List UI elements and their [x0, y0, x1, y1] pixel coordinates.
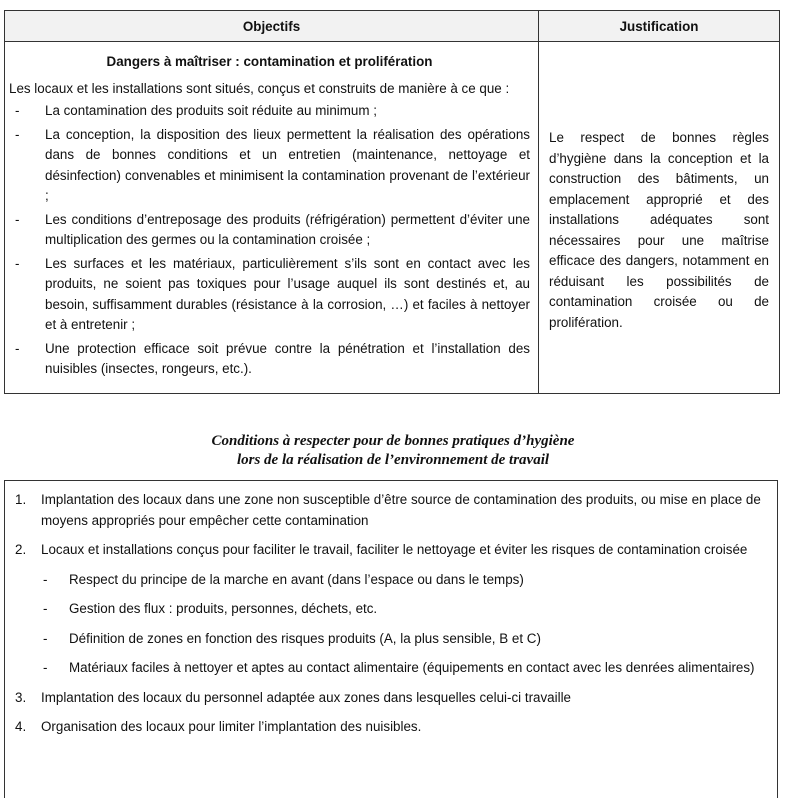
- condition-text: Locaux et installations conçus pour faciliter le travail, faciliter le nettoyage et éviter les risques de contamination croisée: [41, 542, 748, 557]
- section-title: [0, 432, 786, 470]
- sub-list-item: - Respect du principe de la marche en avant (dans l’espace ou dans le temps): [41, 570, 767, 591]
- condition-item-2: [13, 540, 767, 679]
- objectifs-cell: [5, 42, 539, 394]
- condition-text: Organisation des locaux pour limiter l’implantation des nuisibles.: [41, 719, 422, 734]
- condition-number: 3.: [15, 689, 27, 705]
- list-item: - La contamination des produits soit réduite au minimum ;: [9, 101, 530, 122]
- header-justification: Justification: [539, 11, 780, 42]
- conditions-box: [4, 480, 778, 798]
- condition-text: Implantation des locaux du personnel adaptée aux zones dans lesquelles celui-ci travaille: [41, 689, 572, 705]
- table-header-row: [5, 11, 780, 42]
- list-item: - Les conditions d’entreposage des produits (réfrigération) permettent d’éviter une multiplication des germes ou la contamination croisée ;: [9, 210, 530, 251]
- table-body-row: [5, 42, 780, 394]
- objectifs-intro: Les locaux et les installations sont situés, conçus et construits de manière à ce que :: [9, 80, 510, 96]
- list-item: - Une protection efficace soit prévue contre la pénétration et l’installation des nuisibles (insectes, rongeurs, etc.).: [9, 339, 530, 380]
- condition-item-1: [13, 490, 767, 531]
- objectifs-list: [9, 101, 530, 380]
- section-title-line1: Conditions à respecter pour de bonnes pratiques d’hygiène: [211, 433, 575, 449]
- condition-number: 1.: [15, 492, 27, 507]
- condition-text: Implantation des locaux dans une zone non susceptible d’être source de contamination des produits, ou mise en place de moyens appropriés pour empêcher cette contamination: [41, 492, 761, 528]
- sub-list-item: - Gestion des flux : produits, personnes, déchets, etc.: [41, 599, 767, 620]
- objectives-table: [4, 10, 780, 394]
- condition-number: 4.: [15, 719, 27, 734]
- condition-item-3: [13, 688, 767, 709]
- conditions-list: [13, 490, 767, 738]
- sub-list-item: - Matériaux faciles à nettoyer et aptes au contact alimentaire (équipements en contact avec les denrées alimentaires): [41, 658, 767, 679]
- list-item: - Les surfaces et les matériaux, particulièrement s’ils sont en contact avec les produits, ne soient pas toxiques pour l’usage auquel ils sont destinés et, au besoin, suffisamment durables (résistance à la corrosion, …) et faciles à nettoyer et à entretenir ;: [9, 254, 530, 336]
- condition-number: 2.: [15, 542, 27, 557]
- condition-sublist: [41, 570, 767, 679]
- section-title-line2: lors de la réalisation de l’environnement de travail: [236, 452, 550, 468]
- header-objectifs: Objectifs: [5, 11, 539, 42]
- condition-item-4: [13, 717, 767, 738]
- sub-list-item: - Définition de zones en fonction des risques produits (A, la plus sensible, B et C): [41, 629, 767, 650]
- list-item: - La conception, la disposition des lieux permettent la réalisation des opérations dans de bonnes conditions et un entretien (maintenance, nettoyage et désinfection) convenables et minimisent la contamination provenant de l’extérieur ;: [9, 125, 530, 207]
- dangers-subtitle: Dangers à maîtriser : contamination et prolifération: [106, 54, 433, 69]
- justification-cell: Le respect de bonnes règles d’hygiène dans la conception et la construction des bâtiments, un emplacement approprié et des installations adéquates sont nécessaires pour une maîtrise efficace des dangers, notamment en réduisant les possibilités de contamination croisée ou de prolifération.: [539, 42, 780, 394]
